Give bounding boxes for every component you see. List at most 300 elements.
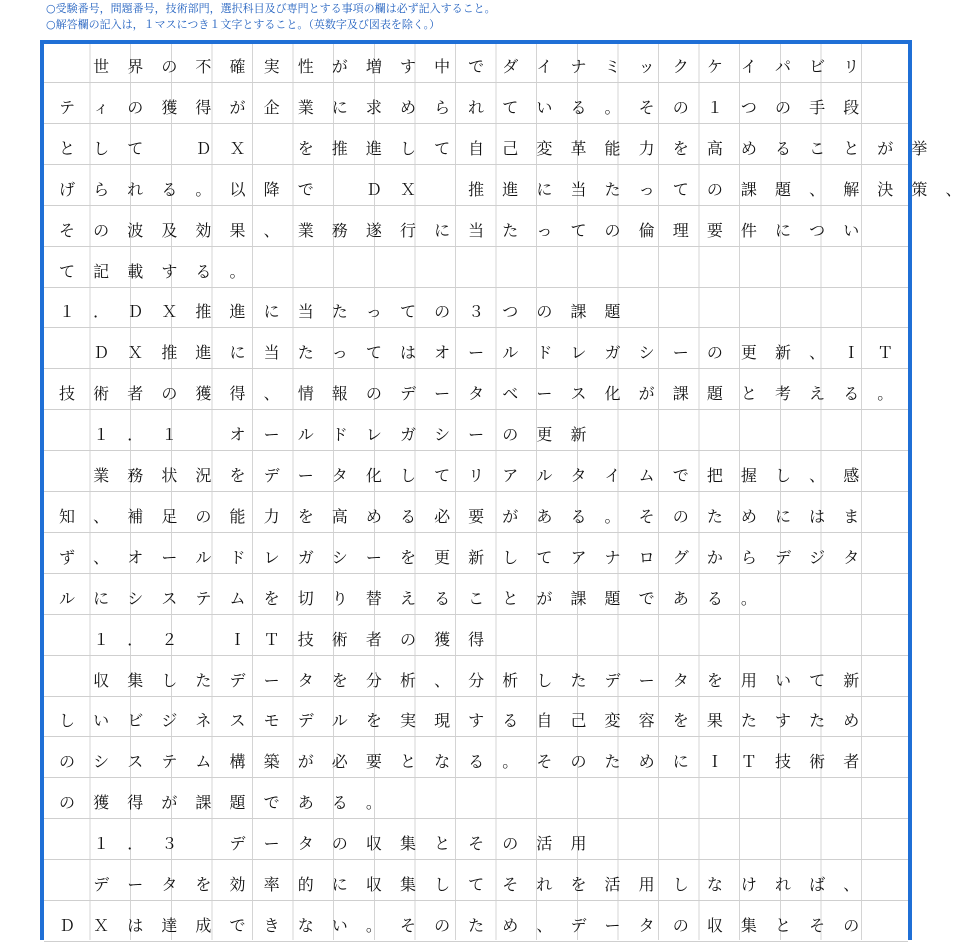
answer-sheet[interactable] [40,40,962,940]
grid-char: 。 [195,179,212,199]
grid-char: タ [297,670,314,690]
grid-char: 倫 [638,220,655,240]
grid-char: と [399,752,416,772]
grid-char: の [502,425,519,445]
grid-char: シ [93,752,110,772]
grid-char: 効 [229,875,246,894]
grid-char: １ [161,425,178,445]
grid-char [186,422,220,448]
grid-char [323,177,357,203]
grid-char: ア [570,547,587,567]
answer-line [50,299,630,325]
grid-char: ッ [638,57,655,76]
grid-char: ビ [127,711,144,731]
grid-char: ベ [502,384,519,404]
grid-char: 世 [93,57,110,76]
grid-char: ル [195,547,212,567]
grid-char: イ [536,57,553,76]
grid-char: そ [399,915,416,935]
grid-char: 、 [434,670,451,690]
grid-char: １ [93,834,110,854]
grid-char: 。 [877,384,894,404]
answer-line [50,913,868,939]
grid-char: 理 [672,220,689,240]
grid-char: 務 [127,466,144,485]
grid-char: ジ [161,711,178,731]
grid-char: 果 [229,220,246,240]
grid-char: 中 [434,57,451,76]
answer-line [50,831,596,857]
grid-char: に [672,752,689,772]
answer-line [50,422,596,448]
grid-line [44,736,908,737]
grid-char: 業 [297,220,314,240]
grid-line [44,82,908,83]
grid-char: て [365,343,382,363]
grid-char: ー [638,670,655,690]
grid-char [50,872,84,898]
grid-char: の [843,915,860,935]
grid-char: 変 [536,138,553,158]
grid-char: に [93,588,110,608]
grid-char: し [434,875,451,894]
grid-char: の [399,629,416,649]
grid-char: た [502,220,519,240]
grid-char: Ｔ [740,752,757,772]
grid-char: た [297,343,314,363]
answer-line [50,259,255,285]
grid-char: れ [775,875,792,894]
grid-char: 実 [263,57,280,76]
grid-char: 、 [809,343,826,363]
grid-char: の [59,752,76,772]
grid-char: 技 [297,629,314,649]
grid-char: し [93,138,110,158]
grid-char: シ [638,343,655,363]
grid-char: る [331,793,348,813]
grid-char: 用 [740,670,757,690]
grid-char: 析 [399,670,416,690]
grid-char: が [161,793,178,813]
answer-line [50,95,868,121]
grid-char: 者 [843,752,860,772]
grid-char: ル [331,711,348,731]
grid-char: ガ [604,343,621,363]
grid-char: え [809,384,826,404]
grid-char: 題 [604,302,621,322]
grid-char: 収 [93,670,110,690]
grid-char: 化 [365,466,382,485]
grid-char: イ [604,466,621,485]
grid-char: こ [468,588,485,608]
grid-char: を [331,670,348,690]
grid-char: 増 [365,57,382,76]
grid-char: の [161,384,178,404]
grid-char: Ｉ [706,752,723,772]
grid-char: 補 [127,506,144,526]
grid-char: ． [127,629,144,649]
grid-char: 得 [229,384,246,404]
grid-char: え [399,588,416,608]
grid-char: デ [229,670,246,690]
grid-line [44,327,908,328]
grid-char: を [706,670,723,690]
grid-char: タ [331,466,348,485]
grid-char [50,54,84,80]
grid-char: ル [502,343,519,363]
grid-char: 革 [570,138,587,158]
grid-char: そ [468,834,485,854]
answer-line [50,381,902,407]
grid-char: タ [468,384,485,404]
grid-char: し [502,547,519,567]
grid-char: が [502,506,519,526]
grid-char: 析 [502,670,519,690]
instruction-note-2: ○解答欄の記入は，１マスにつき１文字とすること。（英数字及び図表を除く。） [46,18,441,31]
grid-char: 率 [263,875,280,894]
grid-char: 。 [604,97,621,117]
grid-char: っ [331,343,348,363]
grid-char: し [775,466,792,485]
grid-char: 新 [570,425,587,445]
grid-char: す [468,711,485,731]
grid-char: の [93,220,110,240]
grid-char: ガ [297,547,314,567]
grid-char: ナ [570,57,587,76]
grid-char: は [127,915,144,935]
grid-char: 挙 [911,138,928,158]
grid-char: 力 [638,138,655,158]
grid-char: 新 [468,547,485,567]
grid-char: た [570,670,587,690]
grid-char: し [399,466,416,485]
grid-char: れ [536,875,553,894]
grid-char: 術 [809,752,826,772]
grid-char: Ｄ [127,302,144,322]
grid-char: 用 [638,875,655,894]
grid-char: 集 [399,834,416,854]
grid-char: か [706,547,723,567]
grid-char: に [331,97,348,117]
grid-char: オ [229,425,246,445]
grid-char: た [331,302,348,322]
grid-char: 進 [195,343,212,363]
grid-char: 確 [229,57,246,76]
grid-char: デ [229,834,246,854]
grid-char: ま [843,506,860,526]
grid-char: 要 [706,220,723,240]
grid-char [50,422,84,448]
answer-line [50,872,868,898]
grid-line [44,900,908,901]
grid-char: そ [809,915,826,935]
grid-char: の [434,915,451,935]
grid-line [44,573,908,574]
grid-char: な [706,875,723,894]
grid-char: 載 [127,261,144,281]
grid-char: い [536,97,553,117]
grid-char: る [570,506,587,526]
grid-char: が [536,588,553,608]
grid-char: 手 [809,97,826,117]
grid-char: が [877,138,894,158]
grid-char: ア [502,466,519,485]
grid-char: る [468,752,485,772]
grid-char: １ [93,629,110,649]
grid-char: 不 [195,57,212,76]
grid-char: つ [740,97,757,117]
grid-line [44,859,908,860]
grid-char: っ [365,302,382,322]
grid-char: 段 [843,97,860,117]
grid-char: で [638,588,655,608]
grid-char: デ [399,384,416,404]
grid-char: げ [59,179,76,199]
grid-char: 果 [706,711,723,731]
grid-char: め [638,752,655,772]
grid-char: の [706,343,723,363]
grid-char: １ [59,302,76,322]
grid-char: 達 [161,915,178,935]
grid-char: デ [775,547,792,567]
grid-char: 集 [127,670,144,690]
grid-char: 、 [263,220,280,240]
grid-char: で [672,466,689,485]
grid-char: ロ [638,547,655,567]
grid-char: 高 [331,506,348,526]
grid-char: て [127,138,144,158]
grid-char: 。 [229,261,246,281]
grid-char: 感 [843,466,860,485]
grid-char: 収 [365,875,382,894]
grid-char: ス [570,384,587,404]
grid-char: っ [536,220,553,240]
grid-char: ィ [93,97,110,117]
grid-char: 容 [638,711,655,731]
grid-char: る [843,384,860,404]
grid-char: の [434,302,451,322]
grid-char: 以 [229,179,246,199]
grid-char: に [263,302,280,322]
grid-char: 業 [93,466,110,485]
grid-char: 構 [229,752,246,772]
grid-char: ． [127,834,144,854]
grid-char: ム [638,466,655,485]
grid-char: の [59,793,76,813]
grid-char: て [59,261,76,281]
grid-char: 行 [399,220,416,240]
grid-char: 己 [502,138,519,158]
grid-char: 推 [468,179,485,199]
grid-char: テ [161,752,178,772]
grid-char: 考 [775,384,792,404]
grid-char: そ [638,97,655,117]
grid-char: と [502,588,519,608]
grid-char: 知 [59,506,76,526]
grid-char: 当 [570,179,587,199]
grid-char: め [399,97,416,117]
grid-char: 、 [263,384,280,404]
grid-char: 性 [297,57,314,76]
grid-char: し [399,138,416,158]
grid-line [44,123,908,124]
grid-char: ら [434,97,451,117]
answer-line [50,545,868,571]
grid-char: る [161,179,178,199]
grid-char: に [775,220,792,240]
grid-char: ネ [195,711,212,731]
grid-char: 題 [775,179,792,199]
grid-char: 己 [570,711,587,731]
grid-char: の [672,915,689,935]
grid-char: 、 [536,915,553,935]
grid-line [44,287,908,288]
grid-char: 、 [945,179,962,199]
grid-char: 、 [809,179,826,199]
grid-char: ー [161,547,178,567]
grid-char: の [536,302,553,322]
grid-char: 進 [229,302,246,322]
grid-char: と [59,138,76,158]
grid-char: を [263,588,280,608]
grid-char: 解 [843,179,860,199]
grid-line [44,818,908,819]
grid-char: け [740,875,757,894]
grid-char: は [809,506,826,526]
grid-char: き [263,915,280,935]
grid-char: 現 [434,711,451,731]
grid-char: る [570,97,587,117]
grid-char: め [843,711,860,731]
grid-char: と [775,915,792,935]
grid-char: 者 [365,629,382,649]
grid-line [44,164,908,165]
grid-char: 握 [740,466,757,485]
grid-char: 業 [297,97,314,117]
grid-line [44,696,908,697]
grid-char [425,177,459,203]
grid-char: を [229,466,246,485]
grid-char: Ｉ [229,629,246,649]
grid-char: る [502,711,519,731]
grid-char: め [365,506,382,526]
grid-line [44,450,908,451]
grid-char: ガ [399,425,416,445]
answer-line [50,54,868,80]
grid-char: の [706,179,723,199]
grid-char: あ [297,793,314,813]
grid-char: 築 [263,752,280,772]
grid-char: グ [672,547,689,567]
grid-char: 況 [195,466,212,485]
grid-char [152,136,186,162]
grid-char: 獲 [434,629,451,649]
grid-char: り [331,588,348,608]
grid-char: 能 [604,138,621,158]
grid-char: す [775,711,792,731]
grid-char: イ [740,57,757,76]
grid-char: Ｘ [229,138,246,158]
grid-char: 件 [740,220,757,240]
grid-char: を [672,711,689,731]
grid-char: す [161,261,178,281]
grid-char: ー [536,384,553,404]
grid-char: Ｔ [877,343,894,363]
grid-char: ３ [468,302,485,322]
grid-char: ず [59,547,76,567]
grid-char: を [297,138,314,158]
grid-char: 策 [911,179,928,199]
grid-char: リ [468,466,485,485]
grid-char: と [740,384,757,404]
answer-line [50,586,766,612]
grid-char: に [229,343,246,363]
grid-char: 技 [775,752,792,772]
grid-char: Ｘ [161,302,178,322]
grid-char: 集 [399,875,416,894]
grid-char: た [604,752,621,772]
grid-char: 当 [263,343,280,363]
grid-char: レ [365,425,382,445]
grid-char: た [604,179,621,199]
grid-char: 推 [331,138,348,158]
grid-char: ら [740,547,757,567]
grid-char: Ｘ [127,343,144,363]
grid-char: 能 [229,506,246,526]
answer-line [50,749,868,775]
grid-char: レ [263,547,280,567]
grid-char: ー [365,547,382,567]
grid-char: ル [297,425,314,445]
grid-char: 決 [877,179,894,199]
grid-char: 術 [331,629,348,649]
grid-char: 、 [809,466,826,485]
grid-char: っ [638,179,655,199]
grid-char: 活 [536,834,553,854]
grid-char: ム [195,752,212,772]
grid-char: て [502,97,519,117]
grid-char: 替 [365,588,382,608]
grid-char: Ｘ [399,179,416,199]
grid-line [44,532,908,533]
grid-line [44,655,908,656]
grid-char: め [740,138,757,158]
grid-char: 収 [706,915,723,935]
grid-char: 分 [468,670,485,690]
grid-char: て [672,179,689,199]
grid-char: レ [570,343,587,363]
grid-char: 界 [127,57,144,76]
grid-line [44,777,908,778]
grid-char: 題 [229,793,246,813]
grid-char: Ｄ [59,915,76,935]
grid-char: デ [297,711,314,731]
grid-char: ケ [706,57,723,76]
grid-char: は [399,343,416,363]
grid-char: ２ [161,629,178,649]
grid-char: 獲 [195,384,212,404]
grid-char: の [331,834,348,854]
grid-char: ス [161,588,178,608]
grid-char: 分 [365,670,382,690]
grid-char: て [434,138,451,158]
grid-char: 。 [604,506,621,526]
grid-char: 、 [93,506,110,526]
grid-char: 実 [399,711,416,731]
grid-char: あ [672,588,689,608]
answer-line [50,668,868,694]
grid-char: 波 [127,220,144,240]
